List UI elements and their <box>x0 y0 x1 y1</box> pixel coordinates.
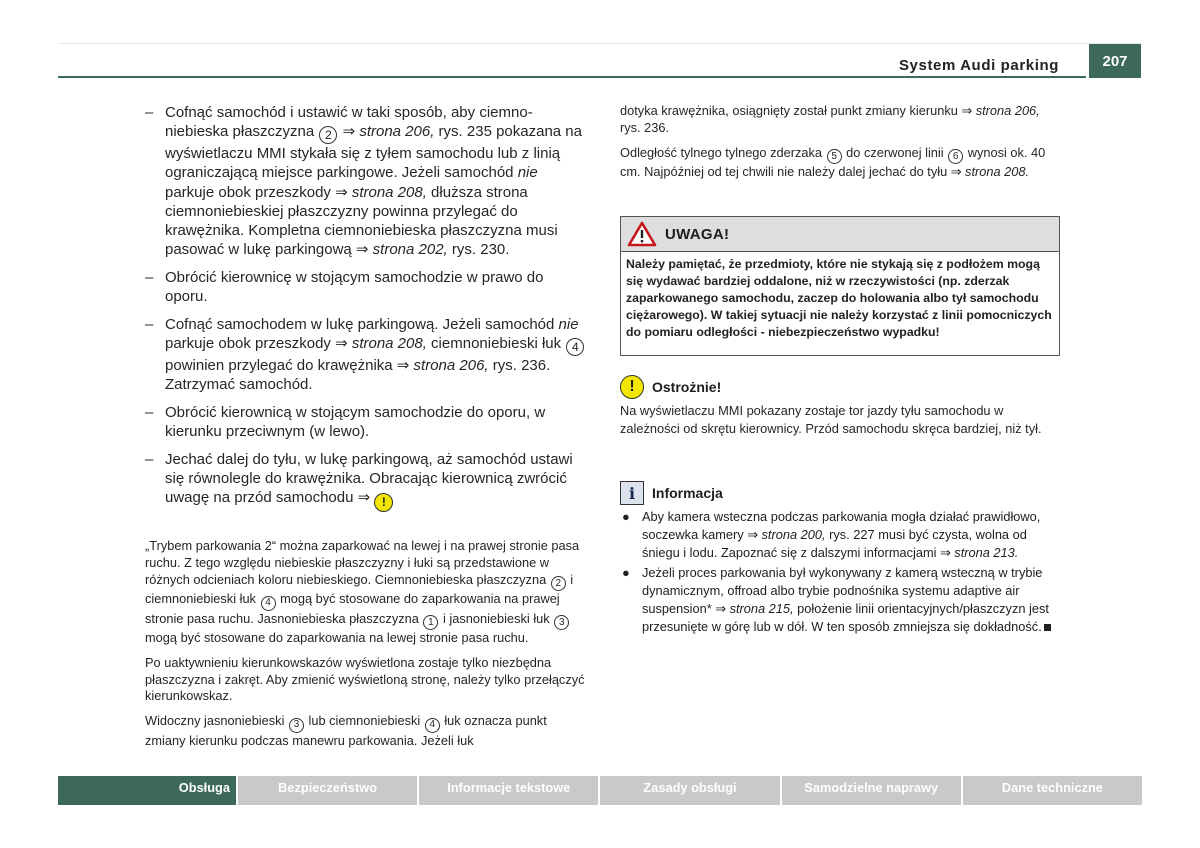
paragraph-text: „Trybem parkowania 2“ można zaparkować na lewej i na prawej stronie pasa ruchu. Z tego względu niebieskie płaszczyzny i łuki są przedstawione w różnych odcieniach koloru niebieskiego. Ciemnoniebieska płaszczyzna <box>145 538 580 587</box>
info-text: rys. 227 musi być czysta, wolna od śniegu i lodu. Zapoznać się z dalszymi informacjami ⇒ <box>642 527 1027 560</box>
emphasis: nie <box>517 164 538 182</box>
page-ref: strona 213. <box>954 545 1019 560</box>
section-title: System Audi parking <box>898 57 1059 74</box>
chapter-nav <box>58 776 1142 805</box>
paragraph <box>620 103 1060 137</box>
instruction-step <box>145 103 587 259</box>
callout-number: 3 <box>554 615 569 630</box>
info-text: Jeżeli proces parkowania był wykonywany z kamerą wsteczną w trybie dynamicznym, offroad albo trybie podnośnika systemu adaptive air suspension* ⇒ <box>642 565 1043 616</box>
step-text: rys. 236. Zatrzymać samochód. <box>165 357 551 394</box>
callout-number: 4 <box>261 596 276 611</box>
page-ref: strona 202, <box>372 241 448 259</box>
nav-tab-informacje-tekstowe[interactable]: Informacje tekstowe <box>419 776 598 805</box>
dash-marker: – <box>145 104 154 121</box>
step-text: Cofnąć samochód i ustawić w taki sposób, aby ciemno-niebieska płaszczyzna <box>165 104 533 141</box>
step-text: rys. 235 pokazana na wyświetlaczu MMI stykała się z tyłem samochodu lub z linią ograniczającą miejsce parkingowe. Jeżeli samochód <box>165 123 582 182</box>
paragraph-text: Widoczny jasnoniebieski <box>145 713 288 729</box>
instruction-step <box>145 450 587 513</box>
step-text: parkuje obok przeszkody ⇒ <box>165 335 352 353</box>
paragraph-text: mogą być stosowane do zaparkowania na lewej stronie pasa ruchu. <box>145 630 529 646</box>
info-text: położenie linii orientacyjnych/płaszczyzn jest przesunięte w górę lub w dół. W ten sposób zmniejsza się dokładność. <box>642 601 1049 634</box>
callout-number: 3 <box>289 718 304 733</box>
warning-box <box>620 216 1060 356</box>
step-text: powinien przylegać do krawężnika ⇒ <box>165 357 414 375</box>
page-ref: strona 206, <box>413 357 489 375</box>
page-ref: strona 206, <box>975 103 1040 118</box>
nav-tab-bezpieczenstwo[interactable]: Bezpieczeństwo <box>238 776 417 805</box>
info-item <box>620 508 1065 562</box>
callout-number: 1 <box>423 615 438 630</box>
page-ref: strona 206, <box>359 123 435 141</box>
callout-number: 6 <box>948 149 963 164</box>
step-text: Obrócić kierownicą w stojącym samochodzie do oporu, w kierunku przeciwnym (w lewo). <box>165 403 546 441</box>
paragraph-text: i jasnoniebieski łuk <box>439 610 554 626</box>
callout-number: 2 <box>319 126 337 144</box>
step-text: parkuje obok przeszkody ⇒ <box>165 183 352 201</box>
step-text: ⇒ <box>338 123 360 141</box>
step-text: Jechać dalej do tyłu, w lukę parkingową, aż samochód ustawi się równolegle do krawężnika. Obracając kierownicą zwrócić uwagę na przód samochodu ⇒ <box>165 450 573 507</box>
paragraph-text: mogą być stosowane do zaparkowania na prawej stronie pasa ruchu. Jasnoniebieska płaszczyzna <box>145 591 560 626</box>
top-rule <box>58 43 1142 44</box>
step-text: rys. 230. <box>447 241 510 259</box>
bullet-dot: ● <box>622 565 630 580</box>
dash-marker: – <box>145 315 154 333</box>
paragraph-text: lub ciemnoniebieski <box>304 713 424 729</box>
step-text: Cofnąć samochodem w lukę parkingową. Jeżeli samochód <box>165 315 559 333</box>
caution-note <box>620 375 1065 446</box>
paragraph <box>620 145 1060 181</box>
page-ref: strona 208, <box>351 335 427 353</box>
page-ref: strona 208, <box>351 183 427 201</box>
paragraph-text: wynosi ok. 40 cm. Najpóźniej od tej chwili nie należy dalej jechać do tyłu ⇒ <box>620 144 1046 180</box>
instruction-step <box>145 268 587 306</box>
warning-text: Należy pamiętać, że przedmioty, które nie stykają się z podłożem mogą się wydawać bardziej oddalone, niż w rzeczywistości (np. zderzak zaparkowanego samochodu, zaczep do holowania albo tył samochodu ciężarowego). W takiej sytuacji nie należy korzystać z linii pomocniczych do pomiaru odległości - niebezpieczeństwo wypadku! <box>626 257 1052 339</box>
bullet-dot: ● <box>622 509 630 524</box>
info-text: Aby kamera wsteczna podczas parkowania mogła działać prawidłowo, soczewka kamery ⇒ <box>642 509 1041 542</box>
nav-tab-zasady-obslugi[interactable]: Zasady obsługi <box>600 776 779 805</box>
callout-number: 2 <box>551 576 566 591</box>
instruction-step <box>145 403 587 441</box>
paragraph <box>145 538 587 647</box>
step-text: dłuższa strona ciemnoniebieskiej płaszczyzny powinna przylegać do krawężnika. Kompletna ciemnoniebieska płaszczyzna musi pasować w lukę parkingową ⇒ <box>165 183 558 259</box>
paragraph-text: dotyka krawężnika, osiągnięty został punkt zmiany kierunku ⇒ <box>620 103 976 118</box>
info-note <box>620 481 1065 638</box>
dash-marker: – <box>145 450 154 468</box>
paragraph-text: do czerwonej linii <box>842 144 948 160</box>
page-number: 207 <box>1089 44 1141 78</box>
paragraph-text: łuk oznacza punkt zmiany kierunku podczas manewru parkowania. Jeżeli łuk <box>145 713 547 748</box>
paragraph-text: i ciemnoniebieski łuk <box>145 571 574 607</box>
warning-triangle-icon <box>627 221 657 247</box>
header-rule <box>58 76 1086 78</box>
caution-title: Ostrożnie! <box>652 379 722 395</box>
page-ref: strona 208. <box>965 164 1030 180</box>
paragraph-text: rys. 236. <box>620 119 670 135</box>
nav-tab-dane-techniczne[interactable]: Dane techniczne <box>963 776 1142 805</box>
caution-text: Na wyświetlaczu MMI pokazany zostaje tor jazdy tyłu samochodu w zależności od skrętu kierownicy. Przód samochodu skręca bardziej, niż tył. <box>620 403 1042 436</box>
info-icon: i <box>620 481 644 505</box>
caution-icon: ! <box>620 375 644 399</box>
page-ref: strona 215, <box>729 601 794 616</box>
warning-title: UWAGA! <box>665 225 730 243</box>
dash-marker: – <box>145 403 154 421</box>
nav-tab-obsluga[interactable]: Obsługa <box>58 776 236 805</box>
paragraph-text: Odległość tylnego tylnego zderzaka <box>620 144 826 160</box>
dash-marker: – <box>145 268 154 286</box>
end-marker <box>1044 624 1051 631</box>
paragraph <box>145 713 587 749</box>
left-notes <box>145 538 587 758</box>
callout-number: 5 <box>827 149 842 164</box>
instruction-step <box>145 315 587 395</box>
warning-header <box>621 217 1059 252</box>
callout-number: 4 <box>566 338 584 356</box>
step-text: Obrócić kierownicę w stojącym samochodzie w prawo do oporu. <box>165 268 544 306</box>
caution-header <box>620 375 1065 399</box>
left-column <box>145 103 587 521</box>
info-header <box>620 481 1065 505</box>
page-ref: strona 200, <box>761 527 826 542</box>
nav-tab-samodzielne-naprawy[interactable]: Samodzielne naprawy <box>782 776 961 805</box>
info-item <box>620 564 1065 636</box>
caution-icon: ! <box>374 493 393 512</box>
callout-number: 4 <box>425 718 440 733</box>
info-title: Informacja <box>652 485 723 501</box>
paragraph: Po uaktywnieniu kierunkowskazów wyświetlona zostaje tylko niezbędna płaszczyzna i zakręt. Aby zmienić wyświetloną stronę, należy tylko przełączyć kierunkowskaz. <box>145 654 585 704</box>
step-text: ciemnoniebieski łuk <box>426 335 566 353</box>
right-column <box>620 103 1060 189</box>
emphasis: nie <box>558 315 579 333</box>
